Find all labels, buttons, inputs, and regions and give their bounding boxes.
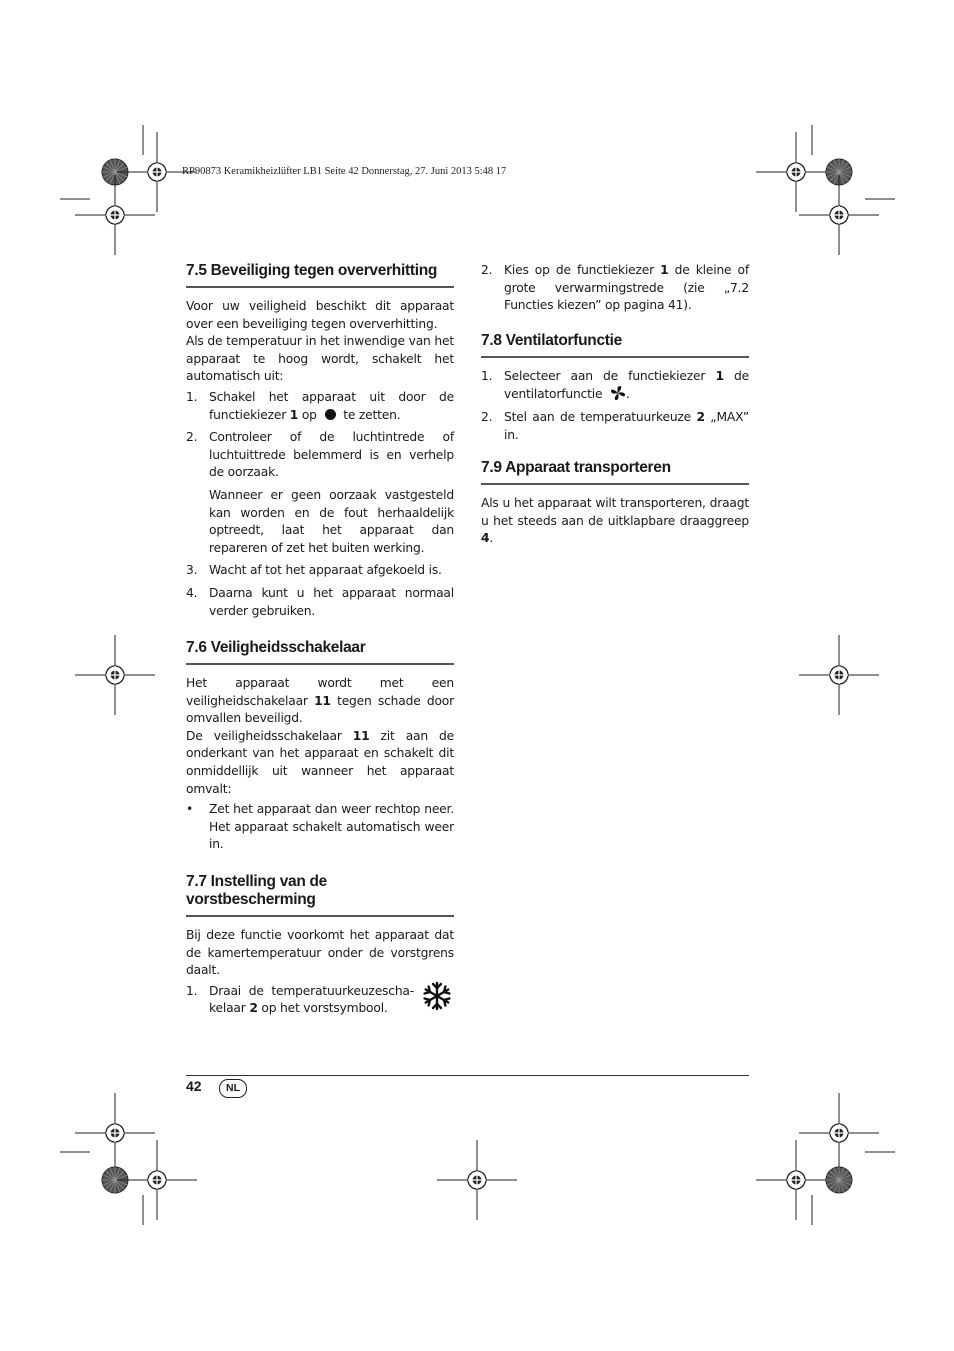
section-heading-7-6: 7.6 Veiligheidsschakelaar xyxy=(186,639,454,665)
numbered-list xyxy=(481,368,749,444)
registration-mark-icon xyxy=(756,132,836,212)
list-item: 4. Daarna kunt u het apparaat normaal verder gebruiken. xyxy=(186,585,454,618)
footer-divider xyxy=(186,1075,749,1076)
page-number: 42 xyxy=(186,1078,202,1094)
registration-mark-icon xyxy=(75,1093,155,1173)
registration-mark-icon xyxy=(756,1140,836,1220)
numbered-list-continued xyxy=(481,262,749,315)
filled-circle-icon xyxy=(325,409,336,420)
language-badge: NL xyxy=(219,1079,247,1098)
print-slug-line: RP90873 Keramikheizlüfter LB1 Seite 42 Donnerstag, 27. Juni 2013 5:48 17 xyxy=(182,166,507,177)
registration-mark-icon xyxy=(437,1140,517,1220)
right-column xyxy=(481,262,749,548)
list-item: 3. Wacht af tot het apparaat afgekoeld is. xyxy=(186,563,442,578)
list-item: 2. Kies op de functiekiezer 1 de kleine of grote verwarmingstrede (zie „7.2 Functies kiezen” op pagina 41). xyxy=(481,263,749,313)
fan-icon xyxy=(610,385,626,401)
paragraph: Als de temperatuur in het inwendige van het apparaat te hoog wordt, schakelt het automatisch uit: xyxy=(186,334,454,384)
registration-mark-icon xyxy=(799,635,879,715)
registration-mark-icon xyxy=(75,175,155,255)
paragraph: Als u het apparaat wilt transporteren, draagt u het steeds aan de uitklapbare draaggreep 4. xyxy=(481,496,749,546)
list-item: 2. Controleer of de luchtintrede of luchtuittrede belemmerd is en verhelp de oorzaak. Wanneer er geen oorzaak vastgesteld kan worden en de fout herhaaldelijk optreedt, laat het apparaat dan repareren of zet het buiten werking. xyxy=(186,429,454,557)
registration-mark-icon xyxy=(75,635,155,715)
left-column xyxy=(186,262,454,1023)
registration-mark-icon xyxy=(799,1093,879,1173)
section-heading-7-9: 7.9 Apparaat transporteren xyxy=(481,459,749,485)
section-heading-7-8: 7.8 Ventilatorfunctie xyxy=(481,332,749,358)
section-heading-7-7: 7.7 Instelling van de vorstbescherming xyxy=(186,873,454,917)
bullet-list xyxy=(186,801,454,854)
paragraph: Bij deze functie voorkomt het apparaat dat de kamertemperatuur onder de vorstgrens daalt. xyxy=(186,928,454,978)
list-item-subparagraph: Wanneer er geen oorzaak vastgesteld kan worden en de fout herhaaldelijk optreedt, laat het apparaat dan repareren of zet het buiten werking. xyxy=(209,487,454,555)
list-item: 1. Draai de temperatuurkeuzescha-kelaar 2 op het vorstsymbool. xyxy=(186,983,454,1018)
section-heading-7-5: 7.5 Beveiliging tegen oververhitting xyxy=(186,262,454,288)
snowflake-icon xyxy=(422,981,452,1011)
registration-mark-icon xyxy=(799,175,879,255)
list-item: 1. Selecteer aan de functiekiezer 1 de ventilatorfunctie . xyxy=(481,368,749,402)
numbered-list xyxy=(186,983,454,1018)
paragraph: De veiligheidsschakelaar 11 zit aan de onderkant van het apparaat en schakelt dit onmiddellijk uit wanneer het apparaat omvalt: xyxy=(186,728,454,796)
paragraph: Voor uw veiligheid beschikt dit apparaat over een beveiliging tegen oververhitting. xyxy=(186,299,454,331)
registration-mark-icon xyxy=(117,1140,197,1220)
paragraph: Het apparaat wordt met een veiligheidschakelaar 11 tegen schade door omvallen beveiligd. xyxy=(186,676,454,726)
color-wheel-icon xyxy=(826,1167,852,1193)
numbered-list xyxy=(186,389,454,620)
list-item: 1. Schakel het apparaat uit door de functiekiezer 1 op te zetten. xyxy=(186,389,454,422)
list-item: • Zet het apparaat dan weer rechtop neer. Het apparaat schakelt automatisch weer in. xyxy=(186,802,454,852)
list-item: 2. Stel aan de temperatuurkeuze 2 „MAX” in. xyxy=(481,409,749,442)
